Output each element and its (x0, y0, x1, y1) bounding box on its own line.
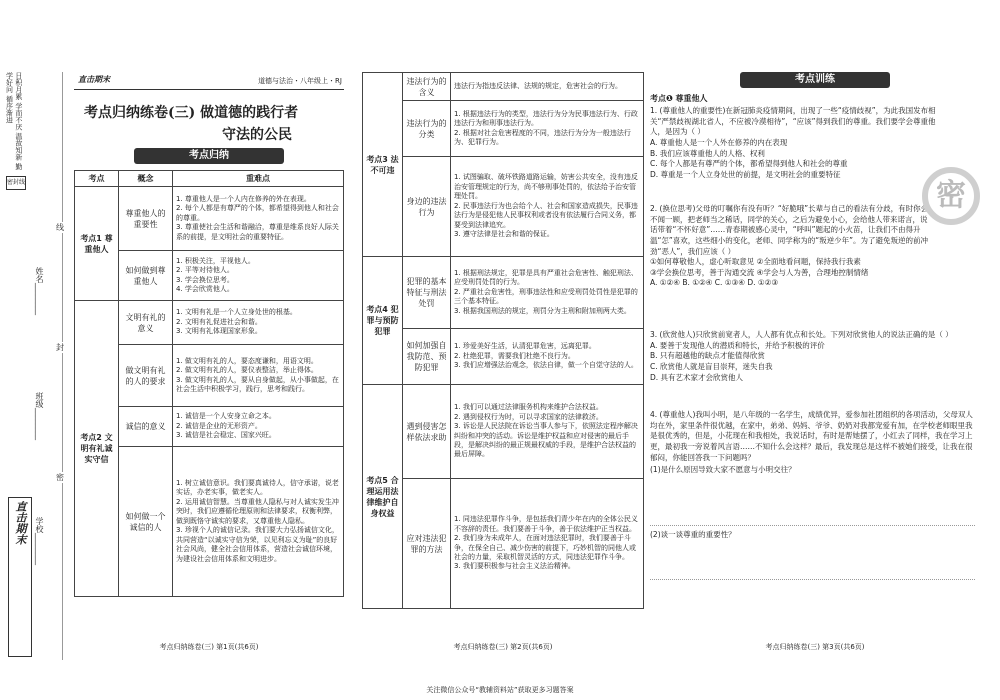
option[interactable]: B. 我们应该尊重他人的人格、权利 (650, 148, 765, 158)
strip-brand: 直击期末 (8, 497, 32, 657)
brand-logo: 直击期末 (78, 75, 110, 84)
topic-cell: 考点3 法不可违 (363, 73, 403, 257)
points-cell: 1. 树立诚信意识。我们要真诚待人，信守承诺，说老实话，办老实事，做老实人。 2. 运用诚信智慧。当尊重他人隐私与对人诚实发生冲突时，我们应遵循伦理原则和法律要求，权衡利弊，做到既恪守诚实的要求，又尊重他人隐私。 3. 珍视个人的诚信记录。我们要大力弘扬诚信文化，共同营造“以诚实守信为荣，以见利忘义为耻”的良好社会风尚，健全社会信用体系，营造社会诚信环境，为建设社会信用体系和文明进步。 (173, 447, 344, 597)
topic-cell: 考点2 文明有礼诚实守信 (75, 301, 119, 597)
col-header: 概念 (119, 171, 173, 187)
page-footer: 考点归纳练卷(三) 第1页(共6页) (159, 643, 259, 651)
points-cell: 1. 根据违法行为的类型，违法行为分为民事违法行为、行政违法行为和刑事违法行为。 2. 根据对社会危害程度的不同，违法行为分为一般违法行为、犯罪行为。 (451, 101, 644, 157)
topic-cell: 考点4 犯罪与预防犯罪 (363, 257, 403, 385)
points-cell: 1. 做文明有礼的人，要态度谦和，用语文明。 2. 做文明有礼的人，要仪表整洁，举止得体。 3. 做文明有礼的人，要从自身做起，从小事做起，在社会生活中积极学习，践行，思考和践行。 (173, 345, 344, 407)
binding-line (62, 72, 63, 660)
option[interactable]: C. 每个人都是有尊严的个体，都希望得到他人和社会的尊重 (650, 159, 848, 169)
points-cell: 1. 根据刑法规定，犯罪是具有严重社会危害性、触犯刑法、应受刑罚处罚的行为。 2. 严重社会危害性，刑事违法性和应受刑罚处罚性是犯罪的三个基本特征。 3. 根据我国刑法的规定，刑罚分为主刑和附加刑两大类。 (451, 257, 644, 329)
statement: ③学会换位思考，善于沟通交流 ④学会与人为善，合理地控制情绪 (650, 267, 869, 277)
question-3 (650, 330, 975, 383)
concept-cell: 如何做一个诚信的人 (119, 447, 173, 597)
concept-cell: 遇到侵害怎样依法求助 (403, 385, 451, 479)
seal-mark-line: 线 (56, 223, 64, 232)
page-title: 考点归纳练卷(三) 做道德的践行者 (84, 105, 299, 121)
seal-watermark: 密 (922, 167, 980, 225)
concept-cell: 如何加强自我防范、预防犯罪 (403, 329, 451, 385)
page1-header (74, 72, 344, 90)
sub-question: (1)是什么原因导致大家不愿意与小明交往？ (650, 465, 796, 475)
question-1 (650, 106, 940, 180)
option[interactable]: C. 欣赏他人就是盲目崇拜，迷失自我 (650, 361, 773, 371)
page-footer: 考点归纳练卷(三) 第2页(共6页) (453, 643, 553, 651)
points-cell: 违法行为指违反法律、法规的规定，危害社会的行为。 (451, 73, 644, 101)
points-cell: 1. 积极关注，平视他人。 2. 平等对待他人。 3. 学会换位思考。 4. 学会欣赏他人。 (173, 251, 344, 301)
points-cell: 1. 我们可以通过法律服务机构来维护合法权益。 2. 遇到侵权行为时，可以寻求国家的法律救济。 3. 诉讼是人民法院在诉讼当事人参与下，依照法定程序解决纠纷和冲突的活动。诉讼是维护权益和应对侵害的最后手段，是解决纠纷的最正规最权威的手段，是维护合法权益的最后屏障。 (451, 385, 644, 479)
bottom-note: 关注微信公众号“教辅资料站”获取更多习题答案 (426, 686, 574, 694)
concept-cell: 违法行为的含义 (403, 73, 451, 101)
question-stem: 1. (尊重他人的重要性)在新冠肺炎疫情期间，出现了一些“疫情歧视”，为此我国发布相关“严禁歧视湖北省人，不应被冷漠相待”，“应该”得到我们的尊重。我们要学会尊重他人，是因为（ ） (650, 106, 936, 137)
answer-area[interactable] (650, 540, 975, 580)
points-cell: 1. 同违法犯罪作斗争，是包括我们青少年在内的全体公民义不容辞的责任。我们要善于斗争，善于依法维护正当权益。 2. 我们身为未成年人，在面对违法犯罪时，我们要善于斗争，在保全自己、减少伤害的前提下，巧妙机智的同他人或社会的力量，采取机智灵活的方式，同违法犯罪作斗争。 3. 我们要积极参与社会主义法治精神。 (451, 479, 644, 609)
question-4 (650, 410, 975, 580)
points-cell: 1. 尊重他人是一个人内在修养的外在表现。 2. 每个人都是有尊严的个体，都希望得到他人和社会的尊重。 3. 尊重使社会生活和谐融洽，尊重是维系良好人际关系的前提，是文明社会的重要特征。 (173, 187, 344, 251)
page-footer: 考点归纳练卷(三) 第3页(共6页) (765, 643, 865, 651)
page-subtitle: 守法的公民 (222, 127, 292, 143)
page-2 (362, 72, 644, 660)
points-cell: 1. 诚信是一个人安身立命之本。 2. 诚信是企业的无形资产。 3. 诚信是社会稳定、国家兴旺。 (173, 407, 344, 447)
strip-slogan: 日积月累 学而不厌 温故知新 勤学好问 循序渐进 (5, 72, 23, 170)
sub-question: (2)谈一谈尊重的重要性？ (650, 529, 736, 539)
concept-cell: 违法行为的分类 (403, 101, 451, 157)
option[interactable]: D. 具有艺术家才会欣赏他人 (650, 372, 744, 382)
col-header: 重难点 (173, 171, 344, 187)
concept-cell: 文明有礼的意义 (119, 301, 173, 345)
option[interactable]: A. ①②④ B. ①②④ C. ①③④ D. ①②③ (650, 278, 779, 288)
topic-cell: 考点1 尊重他人 (75, 187, 119, 301)
binding-strip (0, 72, 72, 660)
strip-stamp: 密封线 (6, 176, 26, 190)
statement: ①如何尊敬他人，虚心听取意见 ②全面地看问题，保持我行我素 (650, 257, 861, 267)
concept-cell: 诚信的意义 (119, 407, 173, 447)
concept-cell: 应对违法犯罪的方法 (403, 479, 451, 609)
section-banner: 考点归纳 (134, 148, 284, 164)
concept-cell: 做文明有礼的人的要求 (119, 345, 173, 407)
page-3 (650, 72, 980, 660)
question-stem: 2. (换位思考)父母的叮嘱你有没有听？“好脆哦”长辈与自己的看法有分歧，有时你会不闻一顾，把老师当之稀话，同学的关心，之后为避免小心，会给他人带来诺言，说话带着“不怀好意”……青春期被感心灵中，“呼叫”题起的小火苗，让我们不由得升温“怎”喜欢，这些细小的变化，老师、同学称为的“叛逆少年”。为了避免叛逆的前冲劲“恶人”，我们应该（ ） (650, 204, 929, 256)
summary-table-2 (362, 72, 644, 609)
question-2 (650, 204, 930, 289)
concept-cell: 犯罪的基本特征与刑法处罚 (403, 257, 451, 329)
points-cell: 1. 珍爱美好生活，认清犯罪危害，远离犯罪。 2. 杜绝犯罪，需要我们杜绝不良行为。 3. 我们应增强法治观念，依法自律，做一个自觉守法的人。 (451, 329, 644, 385)
question-stem: 3. (欣赏他人)只欣赏前宽者人，人人都有优点和长处。下列对欣赏他人的说法正确的是（ ） (650, 330, 953, 339)
concept-cell: 身边的违法行为 (403, 157, 451, 257)
option[interactable]: D. 尊重是一个人立身处世的前提，是文明社会的重要特征 (650, 169, 841, 179)
option[interactable]: A. 要善于发现他人的潜质和特长，并给予积极的评价 (650, 340, 825, 350)
book-series: 道德与法治・八年级上・RJ (258, 77, 342, 85)
points-cell: 1. 试图骗取、破坏铁路道路运输，妨害公共安全，没有违反治安管理规定的行为，尚不够刑事处罚的，依法给予治安管理处罚。 2. 民事违法行为也会给个人、社会和国家造成损失，民事违法行为是侵犯他人民事权利或者没有依法履行合同义务，都要受到法律追究。 3. 遵守法律是社会和谐的保证。 (451, 157, 644, 257)
option[interactable]: B. 只有超越他的缺点才能值得欣赏 (650, 351, 765, 361)
answer-area[interactable] (650, 476, 975, 526)
points-cell: 1. 文明有礼是一个人立身处世的根基。 2. 文明有礼促进社会和谐。 3. 文明有礼体现国家形象。 (173, 301, 344, 345)
summary-table-1 (74, 170, 344, 597)
concept-cell: 如何做到尊重他人 (119, 251, 173, 301)
option[interactable]: A. 尊重他人是一个人外在修养的内在表现 (650, 137, 788, 147)
name-field[interactable]: 姓名________ (35, 267, 44, 315)
topic-cell: 考点5 合理运用法律维护自身权益 (363, 385, 403, 609)
section-banner: 考点训练 (740, 72, 890, 88)
section-heading: 考点❶ 尊重他人 (650, 94, 708, 103)
page-1 (74, 72, 344, 660)
class-field[interactable]: 班级________ (35, 392, 44, 440)
seal-mark-seal: 封 (56, 343, 64, 352)
school-field[interactable]: 学校________ (35, 517, 44, 565)
question-stem: 4. (尊重他人)我叫小明，是八年级的一名学生，成绩优异，爱参加社团组织的各项活动，父母双人均在外，家里条件很优越，在家中，弟弟、妈妈、爷爷、奶奶对我都宠爱有加，在学校老师眼里我是很优秀的，但是，小花现在和我相处，我说话时，有时是帮她摆了，小红去了同样，我在学习上更，最初我一旁说着风言语……不知什么会这样？最后，我发现总是这样不被她们接受，让我在很郁闷，你能回答我一下问题吗？ (650, 410, 973, 462)
concept-cell: 尊重他人的重要性 (119, 187, 173, 251)
col-header: 考点 (75, 171, 119, 187)
seal-mark-secret: 密 (56, 473, 64, 482)
